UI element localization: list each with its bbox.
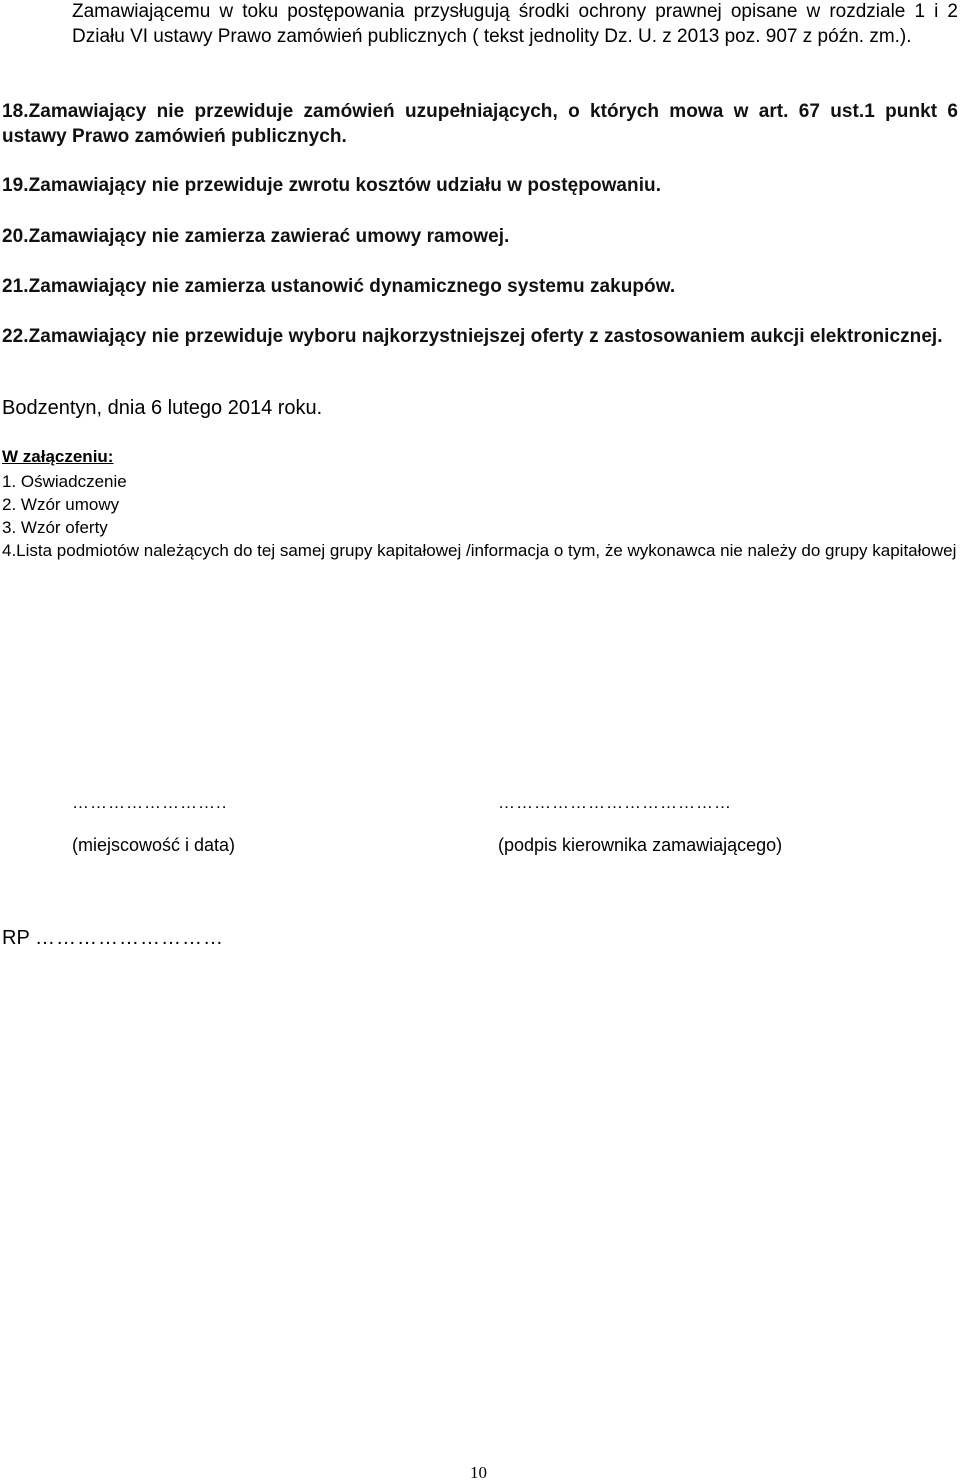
signature-label: (podpis kierownika zamawiającego) — [498, 835, 783, 855]
intro-paragraph: Zamawiającemu w toku postępowania przysługują środki ochrony prawnej opisane w rozdziale 1 i 2 Działu VI ustawy Prawo zamówień publicznych ( tekst jednolity Dz. U. z 2013 poz. 907 z późn. zm.). — [72, 1, 958, 47]
attachment-item: 4.Lista podmiotów należących do tej samej grupy kapitałowej /informacja o tym, że wykonawca nie należy do grupy kapitałowej — [2, 541, 957, 560]
clause-19: 19.Zamawiający nie przewiduje zwrotu kosztów udziału w postępowaniu. — [2, 175, 662, 196]
rp-dotted-line: ……………………… — [34, 927, 224, 949]
attachment-item: 3. Wzór oferty — [2, 518, 108, 537]
clause-20: 20.Zamawiający nie zamierza zawierać umowy ramowej. — [2, 226, 510, 247]
clause-18: 18.Zamawiający nie przewiduje zamówień uzupełniających, o których mowa w art. 67 ust.1 punkt 6 ustawy Prawo zamówień publicznych. — [2, 101, 958, 147]
signature-dotted-line: ………………………………… — [498, 793, 732, 812]
place-and-date: Bodzentyn, dnia 6 lutego 2014 roku. — [2, 397, 323, 419]
place-date-dotted-line: …………………….. — [72, 793, 228, 812]
attachments-list — [2, 470, 958, 562]
clause-22: 22.Zamawiający nie przewiduje wyboru najkorzystniejszej oferty z zastosowaniem aukcji elektronicznej. — [2, 326, 943, 347]
rp-line — [2, 927, 224, 950]
place-date-label: (miejscowość i data) — [72, 835, 236, 855]
attachment-item: 1. Oświadczenie — [2, 472, 127, 491]
clause-21: 21.Zamawiający nie zamierza ustanowić dynamicznego systemu zakupów. — [2, 276, 676, 297]
rp-label: RP — [2, 927, 30, 949]
page-number: 10 — [470, 1463, 487, 1482]
attachments-heading: W załączeniu: — [2, 447, 114, 466]
attachment-item: 2. Wzór umowy — [2, 495, 120, 514]
